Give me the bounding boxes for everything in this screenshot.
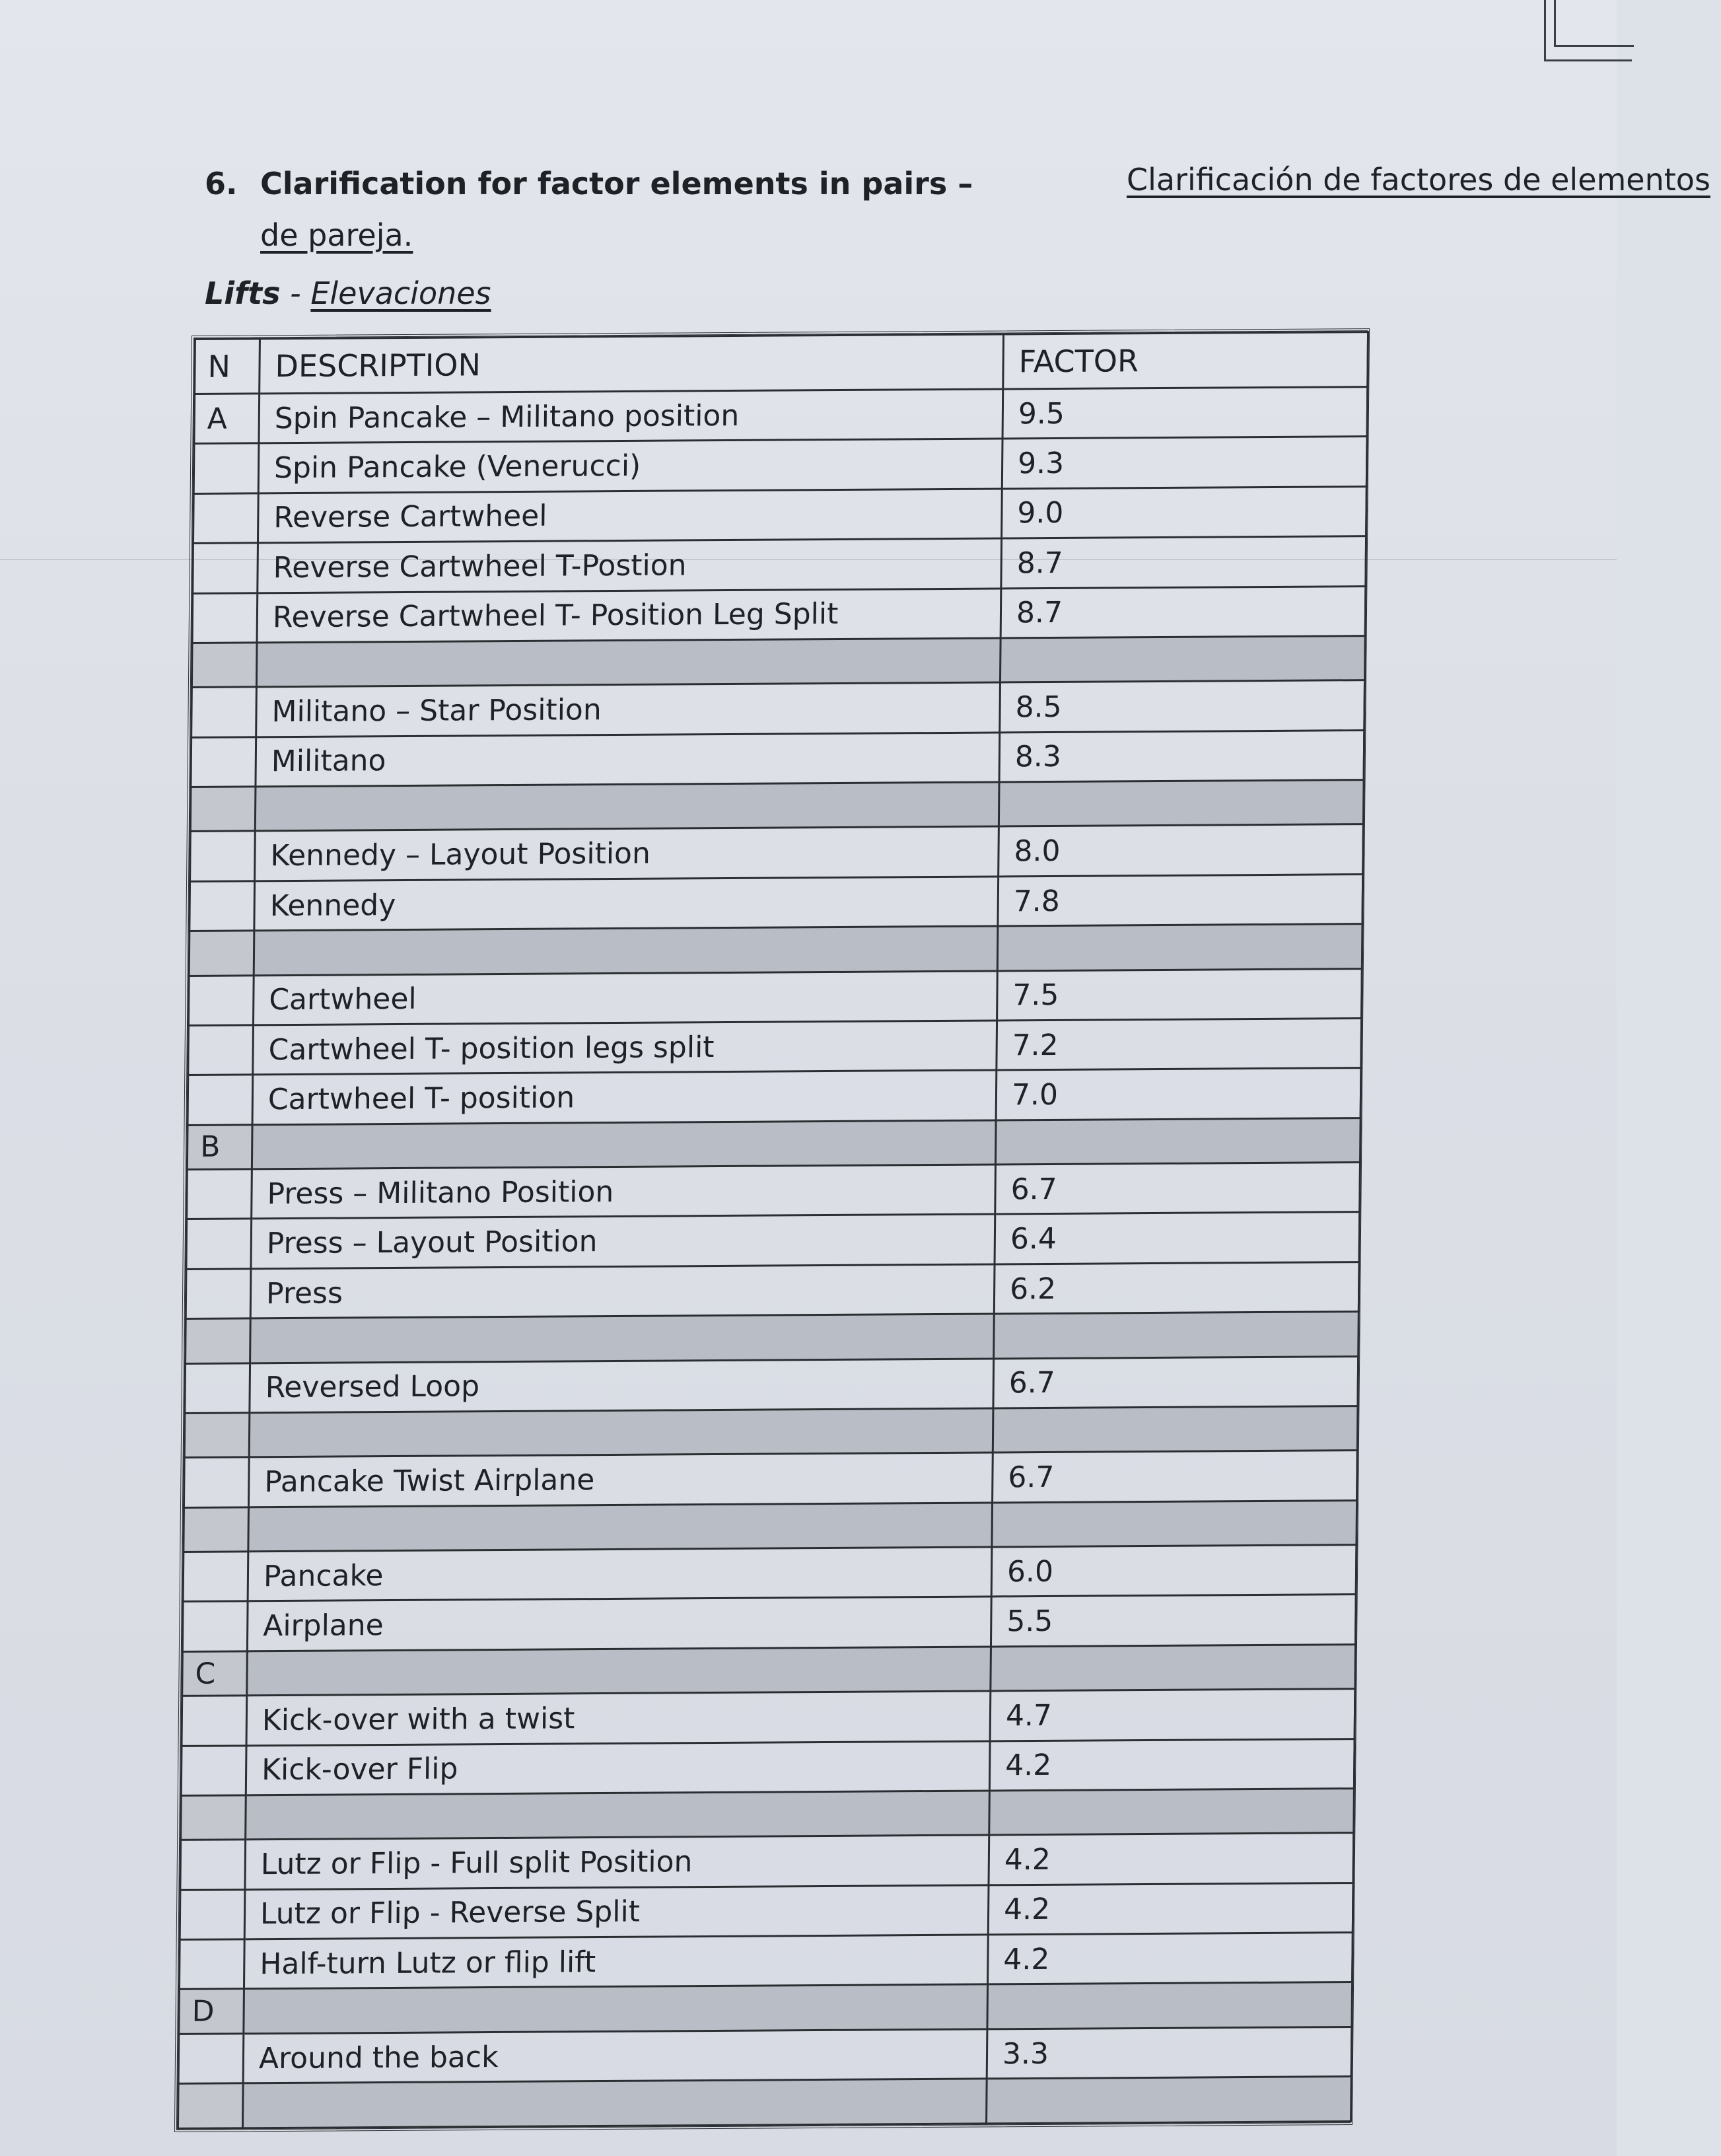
section-number: 6. <box>205 166 238 201</box>
table-row <box>190 874 1363 931</box>
cell-description: Cartwheel T- position <box>252 1070 997 1124</box>
cell-factor: 3.3 <box>987 2027 1352 2079</box>
table-row <box>192 586 1366 643</box>
cell-group <box>186 1318 251 1363</box>
table-row <box>186 1312 1359 1363</box>
table-row <box>190 824 1364 881</box>
cell-factor <box>992 1500 1357 1547</box>
column-header-n: N <box>195 339 260 394</box>
cell-factor <box>1000 636 1365 683</box>
cell-group <box>178 2083 243 2128</box>
cell-group <box>191 737 256 787</box>
cell-group <box>190 787 256 832</box>
table-row <box>193 437 1367 493</box>
cell-group <box>190 881 255 931</box>
cell-description <box>256 638 1001 687</box>
cell-description: Kennedy – Layout Position <box>255 826 999 880</box>
cell-description <box>249 1408 993 1457</box>
cell-group <box>179 1939 244 1990</box>
table-row <box>188 968 1362 1025</box>
cell-factor <box>995 1118 1360 1165</box>
cell-factor: 7.0 <box>996 1068 1361 1120</box>
table-header-row <box>195 332 1368 394</box>
cell-group <box>181 1745 246 1795</box>
cell-factor: 9.3 <box>1002 437 1367 489</box>
cell-factor <box>999 780 1364 827</box>
cell-description: Reverse Cartwheel <box>258 489 1002 543</box>
table-row <box>188 1019 1362 1075</box>
subsection-label-spanish: Elevaciones <box>310 275 491 311</box>
cell-group <box>182 1696 247 1746</box>
table-row <box>187 1163 1360 1219</box>
table-row <box>186 1212 1360 1269</box>
cell-factor <box>987 1982 1352 2029</box>
cell-factor: 8.0 <box>999 824 1364 877</box>
cell-group <box>185 1363 250 1413</box>
cell-group <box>190 831 256 881</box>
cell-description: Press – Layout Position <box>251 1214 995 1268</box>
cell-description: Half-turn Lutz or flip lift <box>244 1935 988 1989</box>
cell-group <box>184 1507 249 1552</box>
cell-group <box>192 593 258 643</box>
corner-box-mark <box>1544 0 1632 61</box>
cell-factor: 7.2 <box>997 1019 1362 1071</box>
table-row <box>180 1833 1354 1890</box>
cell-factor: 6.4 <box>995 1212 1360 1264</box>
subsection-separator: - <box>290 275 301 311</box>
cell-factor: 4.7 <box>990 1689 1355 1741</box>
cell-factor <box>997 924 1362 971</box>
cell-factor <box>989 1789 1354 1836</box>
section-title-english: Clarification for factor elements in pairs – <box>260 166 973 201</box>
cell-group <box>180 1890 245 1940</box>
cell-factor: 6.7 <box>993 1451 1358 1503</box>
cell-group <box>183 1552 248 1602</box>
cell-description: Press – Militano Position <box>252 1165 996 1219</box>
cell-description: Kennedy <box>254 877 999 931</box>
cell-description <box>244 1984 988 2033</box>
cell-group <box>178 2034 244 2084</box>
cell-factor: 4.2 <box>988 1933 1353 1985</box>
cell-description: Pancake Twist Airplane <box>248 1453 993 1507</box>
table-row <box>181 1739 1354 1795</box>
cell-group <box>184 1413 250 1458</box>
table-row <box>182 1644 1356 1696</box>
cell-description: Press <box>250 1264 995 1318</box>
cell-group <box>187 1169 252 1219</box>
cell-group <box>192 687 257 737</box>
table-row <box>191 730 1364 787</box>
cell-group <box>188 975 254 1025</box>
cell-group: B <box>187 1125 252 1170</box>
cell-group <box>188 1025 254 1075</box>
table-row <box>183 1545 1356 1602</box>
cell-description <box>242 2079 987 2128</box>
cell-description: Kick-over with a twist <box>246 1691 991 1745</box>
cell-description: Kick-over Flip <box>246 1741 990 1795</box>
cell-group: D <box>179 1989 244 2034</box>
cell-factor <box>987 2077 1352 2124</box>
column-header-description: DESCRIPTION <box>260 334 1004 394</box>
cell-factor: 4.2 <box>989 1739 1354 1791</box>
cell-group <box>186 1269 251 1319</box>
table-row <box>179 1933 1352 1990</box>
cell-description: Militano – Star Position <box>256 682 1001 737</box>
cell-description: Airplane <box>247 1597 991 1651</box>
cell-factor: 8.5 <box>1000 680 1365 733</box>
cell-group <box>181 1795 246 1840</box>
cell-group <box>189 931 254 976</box>
cell-description <box>246 1791 990 1840</box>
cell-factor: 9.0 <box>1002 486 1367 538</box>
cell-description: Reverse Cartwheel T-Postion <box>258 538 1002 593</box>
table-row <box>184 1451 1357 1507</box>
cell-description <box>255 782 999 831</box>
cell-description <box>248 1503 993 1552</box>
cell-factor <box>991 1644 1356 1691</box>
table-row <box>178 2077 1351 2129</box>
cell-description: Around the back <box>243 2029 987 2083</box>
cell-group: C <box>182 1651 248 1696</box>
table-row <box>190 780 1364 832</box>
cell-description <box>247 1647 991 1696</box>
cell-factor: 8.7 <box>1001 536 1366 589</box>
table-row <box>181 1789 1354 1840</box>
table-row <box>178 2027 1352 2083</box>
cell-description <box>250 1314 995 1363</box>
cell-factor: 5.5 <box>991 1595 1356 1647</box>
cell-factor: 8.3 <box>999 730 1364 782</box>
cell-group <box>186 1219 252 1269</box>
cell-factor: 4.2 <box>988 1883 1353 1935</box>
cell-group: A <box>194 394 260 444</box>
cell-factor: 7.5 <box>997 968 1362 1021</box>
cell-description: Cartwheel T- position legs split <box>253 1021 997 1075</box>
table-row <box>192 636 1365 688</box>
cell-factor: 6.7 <box>995 1163 1360 1215</box>
cell-description: Spin Pancake – Militano position <box>259 389 1003 443</box>
table-row <box>193 536 1366 593</box>
table-row <box>189 924 1362 976</box>
table-row <box>186 1262 1359 1318</box>
cell-factor: 6.0 <box>991 1545 1356 1597</box>
cell-factor: 4.2 <box>989 1833 1354 1885</box>
table-row <box>194 387 1368 444</box>
cell-description <box>254 926 998 975</box>
cell-group <box>188 1075 253 1125</box>
table-row <box>187 1118 1360 1169</box>
cell-factor: 6.7 <box>993 1356 1358 1408</box>
cell-description: Reversed Loop <box>250 1359 994 1413</box>
table-row <box>184 1406 1358 1458</box>
cell-description: Spin Pancake (Venerucci) <box>258 439 1002 493</box>
column-header-factor: FACTOR <box>1003 332 1368 389</box>
table-row <box>184 1500 1357 1552</box>
table-row <box>192 680 1365 737</box>
cell-description: Reverse Cartwheel T- Position Leg Split <box>257 589 1001 643</box>
table-row <box>193 486 1366 543</box>
table-row <box>182 1595 1356 1651</box>
subsection-heading <box>205 267 491 320</box>
subsection-label: Lifts <box>205 275 281 311</box>
cell-factor <box>994 1312 1359 1359</box>
cell-group <box>192 643 257 688</box>
cell-factor <box>993 1406 1358 1453</box>
cell-description <box>252 1120 996 1169</box>
cell-factor: 8.7 <box>1001 586 1366 638</box>
cell-description: Cartwheel <box>253 971 997 1025</box>
cell-description: Lutz or Flip - Reverse Split <box>244 1885 989 1939</box>
cell-group <box>182 1601 248 1651</box>
cell-factor: 6.2 <box>994 1262 1359 1314</box>
cell-group <box>180 1840 246 1890</box>
table-row <box>179 1982 1352 2034</box>
factor-table <box>174 328 1370 2132</box>
cell-factor: 7.8 <box>998 874 1363 926</box>
cell-description: Militano <box>256 733 1000 787</box>
cell-group <box>193 493 258 544</box>
cell-description: Lutz or Flip - Full split Position <box>245 1835 989 1889</box>
table-row <box>185 1356 1358 1413</box>
table-row <box>180 1883 1353 1939</box>
cell-description: Pancake <box>248 1547 992 1601</box>
cell-group <box>184 1457 249 1507</box>
table-row <box>188 1068 1361 1125</box>
cell-group <box>193 543 258 593</box>
section-title-spanish: Clarificación de factores de elementos <box>1127 162 1710 198</box>
cell-group <box>193 443 259 493</box>
table-row <box>182 1689 1355 1746</box>
cell-factor: 9.5 <box>1002 387 1368 439</box>
section-title-spanish-continued: de pareja. <box>260 217 413 253</box>
